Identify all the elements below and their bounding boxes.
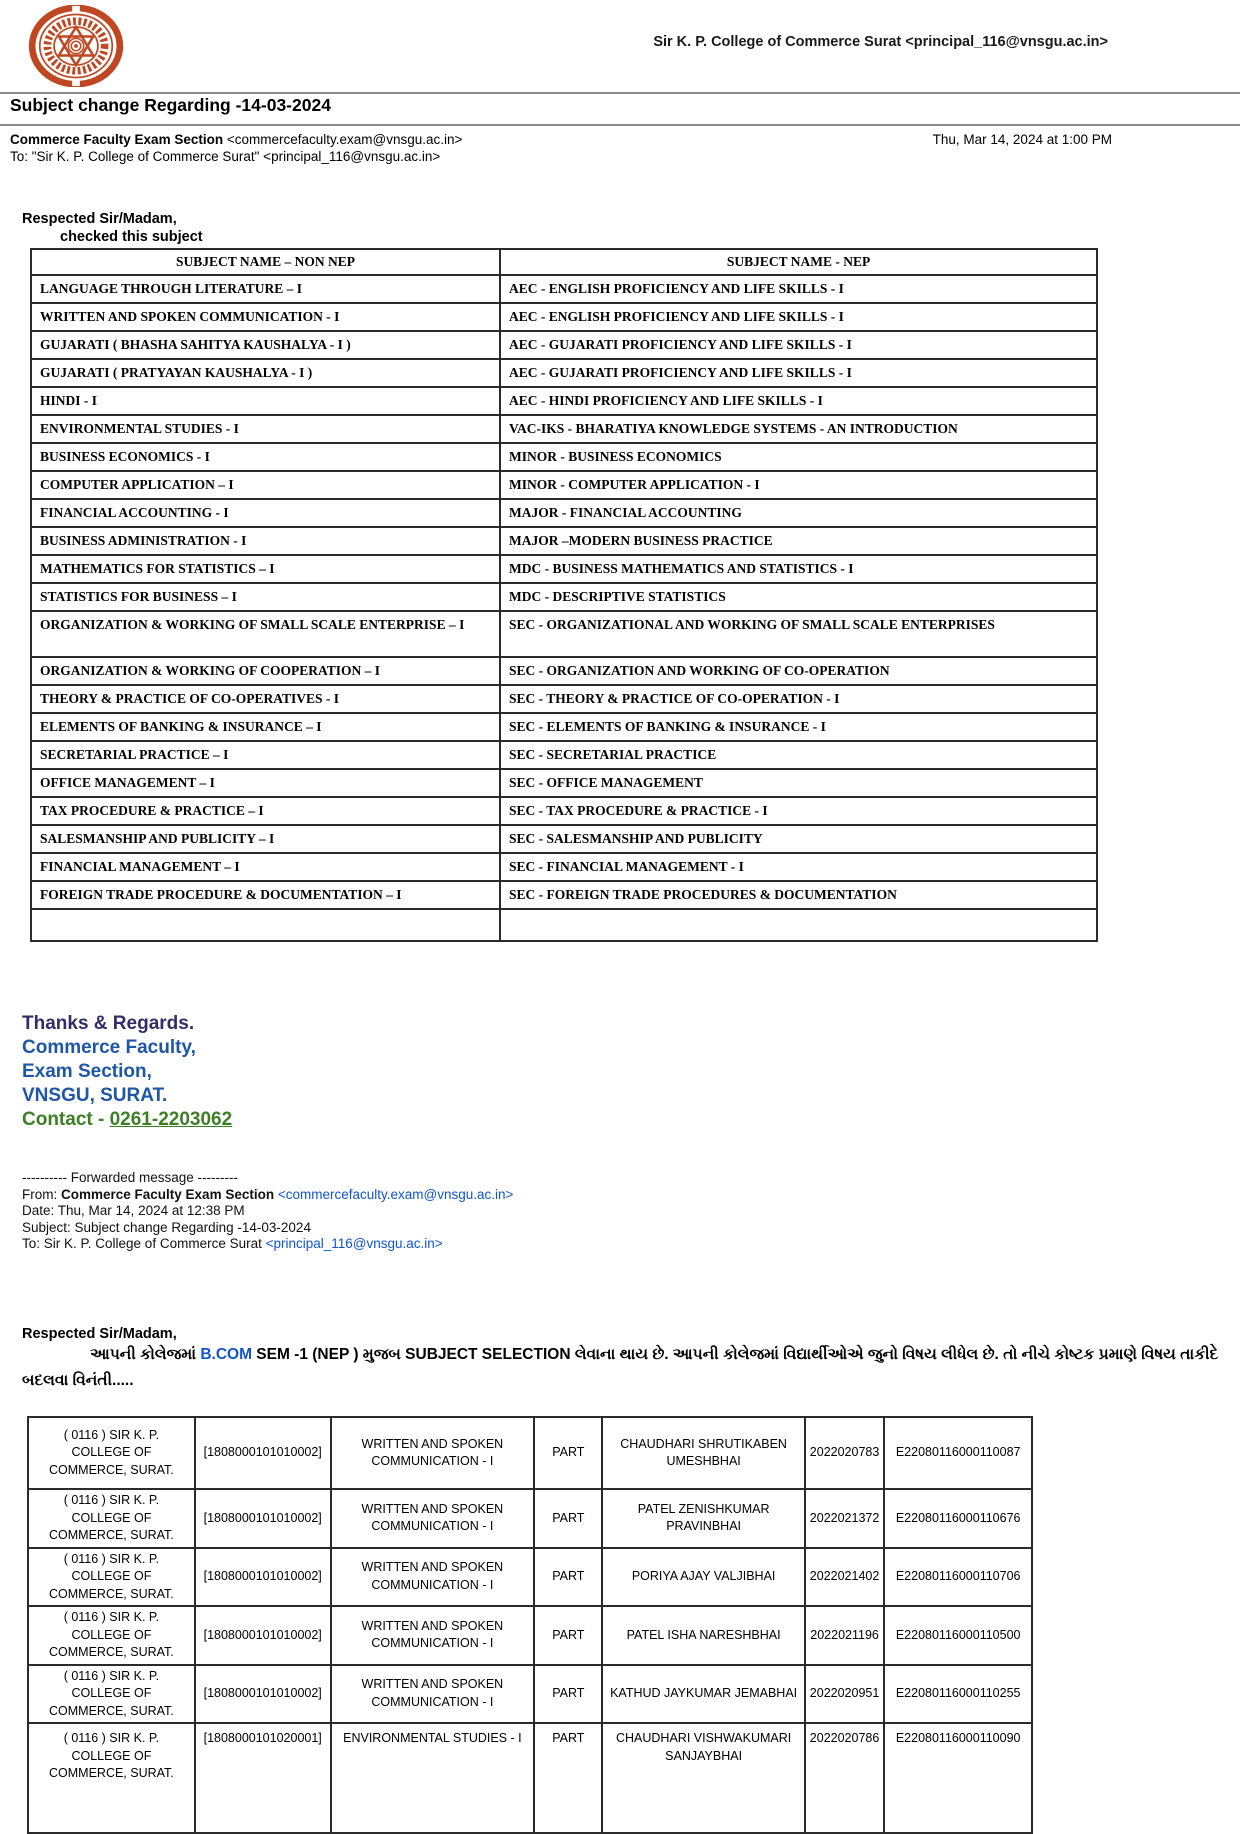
- subject-cell: MINOR - BUSINESS ECONOMICS: [500, 443, 1097, 471]
- greeting-2: Respected Sir/Madam,: [22, 1326, 177, 1342]
- phone-link[interactable]: 0261-2203062: [109, 1109, 233, 1130]
- student-cell: ( 0116 ) SIR K. P. COLLEGE OF COMMERCE, SURAT.: [28, 1489, 195, 1548]
- student-cell: CHAUDHARI VISHWAKUMARI SANJAYBHAI: [602, 1723, 804, 1833]
- subject-mapping-table: [30, 248, 1098, 942]
- student-cell: PART: [534, 1665, 602, 1724]
- subject-cell: VAC-IKS - BHARATIYA KNOWLEDGE SYSTEMS - AN INTRODUCTION: [500, 415, 1097, 443]
- subject-cell: MAJOR –MODERN BUSINESS PRACTICE: [500, 527, 1097, 555]
- subject-cell: SEC - SALESMANSHIP AND PUBLICITY: [500, 825, 1097, 853]
- forwarded-to-line: [22, 1236, 513, 1253]
- table-row: [28, 1606, 1032, 1665]
- table-row: [28, 1417, 1032, 1489]
- student-cell: ( 0116 ) SIR K. P. COLLEGE OF COMMERCE, SURAT.: [28, 1548, 195, 1607]
- subject-cell: SEC - SECRETARIAL PRACTICE: [500, 741, 1097, 769]
- student-cell: E22080116000110676: [884, 1489, 1032, 1548]
- student-cell: E22080116000110500: [884, 1606, 1032, 1665]
- table-row: [31, 611, 1097, 657]
- column-header-non-nep: SUBJECT NAME – NON NEP: [31, 249, 500, 275]
- forwarded-subject-label: Subject:: [22, 1219, 75, 1235]
- table-row: [31, 443, 1097, 471]
- subject-cell: WRITTEN AND SPOKEN COMMUNICATION - I: [31, 303, 500, 331]
- signature-line: Thanks & Regards.: [22, 1013, 195, 1034]
- subject-cell: BUSINESS ECONOMICS - I: [31, 443, 500, 471]
- student-cell: 2022020951: [805, 1665, 885, 1724]
- subject-cell: MDC - DESCRIPTIVE STATISTICS: [500, 583, 1097, 611]
- student-cell: E22080116000110090: [884, 1723, 1032, 1833]
- account-email-display: Sir K. P. College of Commerce Surat <principal_116@vnsgu.ac.in>: [653, 34, 1108, 50]
- subject-cell: AEC - HINDI PROFICIENCY AND LIFE SKILLS - I: [500, 387, 1097, 415]
- subject-cell: SECRETARIAL PRACTICE – I: [31, 741, 500, 769]
- email-subject-title: Subject change Regarding -14-03-2024: [10, 95, 331, 115]
- subject-cell: [31, 909, 500, 941]
- forwarded-from-line: [22, 1187, 513, 1204]
- student-cell: WRITTEN AND SPOKEN COMMUNICATION - I: [331, 1417, 535, 1489]
- student-cell: E22080116000110255: [884, 1665, 1032, 1724]
- table-row: [31, 555, 1097, 583]
- subject-cell: STATISTICS FOR BUSINESS – I: [31, 583, 500, 611]
- students-table-body: [28, 1417, 1032, 1833]
- gujarati-text: આપની કોલેજમાં: [90, 1346, 201, 1363]
- email-signature: [22, 1012, 232, 1132]
- students-table: [27, 1416, 1033, 1834]
- subject-cell: SEC - THEORY & PRACTICE OF CO-OPERATION - I: [500, 685, 1097, 713]
- subject-cell: AEC - ENGLISH PROFICIENCY AND LIFE SKILLS - I: [500, 275, 1097, 303]
- subject-cell: OFFICE MANAGEMENT – I: [31, 769, 500, 797]
- table-row: [28, 1489, 1032, 1548]
- gujarati-text: SEM -1 (NEP ) મુજબ SUBJECT SELECTION લેવાના થાય છે. આપની કોલેજમાં વિદ્યાર્થીઓએ જુનો વિષય લીધેલ છે. તો નીચે કોષ્ટક પ્રમાણે વિષય તાકીદે બદલવા વિનંતી.....: [22, 1346, 1219, 1389]
- table-row: [31, 825, 1097, 853]
- subject-cell: SEC - TAX PROCEDURE & PRACTICE - I: [500, 797, 1097, 825]
- table-row: [31, 909, 1097, 941]
- student-cell: KATHUD JAYKUMAR JEMABHAI: [602, 1665, 804, 1724]
- table-row: [31, 853, 1097, 881]
- subject-cell: SEC - FINANCIAL MANAGEMENT - I: [500, 853, 1097, 881]
- subject-cell: MAJOR - FINANCIAL ACCOUNTING: [500, 499, 1097, 527]
- table-row: [31, 275, 1097, 303]
- subject-cell: MATHEMATICS FOR STATISTICS – I: [31, 555, 500, 583]
- table-row: [31, 769, 1097, 797]
- student-cell: 2022021402: [805, 1548, 885, 1607]
- student-cell: [1808000101010002]: [195, 1489, 331, 1548]
- student-cell: [1808000101010002]: [195, 1665, 331, 1724]
- subject-cell: SEC - ELEMENTS OF BANKING & INSURANCE - I: [500, 713, 1097, 741]
- table-row: [31, 657, 1097, 685]
- gujarati-paragraph: [22, 1342, 1228, 1394]
- student-cell: [1808000101020001]: [195, 1723, 331, 1833]
- subject-cell: TAX PROCEDURE & PRACTICE – I: [31, 797, 500, 825]
- table-row: [28, 1723, 1032, 1833]
- table-row: [31, 741, 1097, 769]
- subject-cell: LANGUAGE THROUGH LITERATURE – I: [31, 275, 500, 303]
- table-row: [31, 881, 1097, 909]
- forwarded-from-email-link[interactable]: <commercefaculty.exam@vnsgu.ac.in>: [277, 1186, 514, 1202]
- student-cell: 2022021196: [805, 1606, 885, 1665]
- forwarded-date: Thu, Mar 14, 2024 at 12:38 PM: [57, 1203, 245, 1218]
- table-row: [31, 713, 1097, 741]
- column-header-nep: SUBJECT NAME - NEP: [500, 249, 1097, 275]
- student-cell: E22080116000110087: [884, 1417, 1032, 1489]
- student-cell: PART: [534, 1417, 602, 1489]
- table-row: [31, 359, 1097, 387]
- student-cell: WRITTEN AND SPOKEN COMMUNICATION - I: [331, 1665, 535, 1724]
- table-row: [31, 499, 1097, 527]
- subject-cell: FINANCIAL MANAGEMENT – I: [31, 853, 500, 881]
- subject-cell: AEC - ENGLISH PROFICIENCY AND LIFE SKILLS - I: [500, 303, 1097, 331]
- from-name: Commerce Faculty Exam Section: [10, 132, 224, 147]
- subject-cell: [500, 909, 1097, 941]
- student-cell: PART: [534, 1723, 602, 1833]
- student-cell: 2022020786: [805, 1723, 885, 1833]
- subject-cell: ORGANIZATION & WORKING OF SMALL SCALE ENTERPRISE – I: [31, 611, 500, 657]
- table-row: [31, 527, 1097, 555]
- student-cell: [1808000101010002]: [195, 1548, 331, 1607]
- subject-cell: ELEMENTS OF BANKING & INSURANCE – I: [31, 713, 500, 741]
- table-row: [31, 583, 1097, 611]
- subject-cell: THEORY & PRACTICE OF CO-OPERATIVES - I: [31, 685, 500, 713]
- subject-cell: AEC - GUJARATI PROFICIENCY AND LIFE SKILLS - I: [500, 331, 1097, 359]
- subject-cell: MINOR - COMPUTER APPLICATION - I: [500, 471, 1097, 499]
- forwarded-subject: Subject change Regarding -14-03-2024: [74, 1219, 311, 1235]
- student-cell: WRITTEN AND SPOKEN COMMUNICATION - I: [331, 1606, 535, 1665]
- contact-label: Contact -: [22, 1109, 110, 1130]
- forwarded-from-name: Commerce Faculty Exam Section: [61, 1186, 275, 1202]
- table-row: [28, 1548, 1032, 1607]
- subject-cell: MDC - BUSINESS MATHEMATICS AND STATISTICS - I: [500, 555, 1097, 583]
- greeting: Respected Sir/Madam,: [22, 211, 177, 227]
- student-cell: ( 0116 ) SIR K. P. COLLEGE OF COMMERCE, SURAT.: [28, 1723, 195, 1833]
- table-header-row: [31, 249, 1097, 275]
- table-row: [31, 797, 1097, 825]
- subject-cell: SEC - FOREIGN TRADE PROCEDURES & DOCUMENTATION: [500, 881, 1097, 909]
- subject-mapping-table-body: [31, 275, 1097, 941]
- divider: [0, 124, 1240, 126]
- forwarded-message-block: [22, 1170, 513, 1253]
- student-cell: PART: [534, 1606, 602, 1665]
- subject-cell: FINANCIAL ACCOUNTING - I: [31, 499, 500, 527]
- subject-cell: COMPUTER APPLICATION – I: [31, 471, 500, 499]
- student-cell: [1808000101010002]: [195, 1606, 331, 1665]
- signature-line: Exam Section,: [22, 1061, 152, 1082]
- subject-cell: SEC - ORGANIZATION AND WORKING OF CO-OPERATION: [500, 657, 1097, 685]
- student-cell: ENVIRONMENTAL STUDIES - I: [331, 1723, 535, 1833]
- student-cell: PATEL ISHA NARESHBHAI: [602, 1606, 804, 1665]
- forwarded-date-line: [22, 1203, 513, 1220]
- student-cell: PART: [534, 1489, 602, 1548]
- divider: [0, 92, 1240, 94]
- from-line: [10, 132, 462, 147]
- student-cell: PORIYA AJAY VALJIBHAI: [602, 1548, 804, 1607]
- student-cell: [1808000101010002]: [195, 1417, 331, 1489]
- forwarded-divider: ---------- Forwarded message ---------: [22, 1170, 238, 1185]
- subject-cell: ORGANIZATION & WORKING OF COOPERATION – I: [31, 657, 500, 685]
- subject-cell: GUJARATI ( PRATYAYAN KAUSHALYA - I ): [31, 359, 500, 387]
- student-cell: E22080116000110706: [884, 1548, 1032, 1607]
- student-cell: 2022021372: [805, 1489, 885, 1548]
- subject-cell: SEC - ORGANIZATIONAL AND WORKING OF SMALL SCALE ENTERPRISES: [500, 611, 1097, 657]
- subject-cell: AEC - GUJARATI PROFICIENCY AND LIFE SKILLS - I: [500, 359, 1097, 387]
- forwarded-from-label: From:: [22, 1186, 61, 1202]
- table-row: [31, 303, 1097, 331]
- subject-cell: ENVIRONMENTAL STUDIES - I: [31, 415, 500, 443]
- signature-line: VNSGU, SURAT.: [22, 1085, 168, 1106]
- college-logo-icon: [28, 5, 124, 87]
- student-cell: ( 0116 ) SIR K. P. COLLEGE OF COMMERCE, SURAT.: [28, 1417, 195, 1489]
- student-cell: WRITTEN AND SPOKEN COMMUNICATION - I: [331, 1489, 535, 1548]
- forwarded-to-email-link[interactable]: <principal_116@vnsgu.ac.in>: [265, 1236, 443, 1251]
- subject-cell: BUSINESS ADMINISTRATION - I: [31, 527, 500, 555]
- subject-cell: GUJARATI ( BHASHA SAHITYA KAUSHALYA - I ): [31, 331, 500, 359]
- student-cell: PATEL ZENISHKUMAR PRAVINBHAI: [602, 1489, 804, 1548]
- table-row: [31, 415, 1097, 443]
- student-cell: CHAUDHARI SHRUTIKABEN UMESHBHAI: [602, 1417, 804, 1489]
- student-cell: 2022020783: [805, 1417, 885, 1489]
- subject-cell: SEC - OFFICE MANAGEMENT: [500, 769, 1097, 797]
- subject-cell: HINDI - I: [31, 387, 500, 415]
- forwarded-subject-line: [22, 1220, 513, 1237]
- table-row: [31, 331, 1097, 359]
- forwarded-to-label: To: Sir K. P. College of Commerce Surat: [22, 1236, 266, 1251]
- signature-line: Commerce Faculty,: [22, 1037, 196, 1058]
- subject-cell: SALESMANSHIP AND PUBLICITY – I: [31, 825, 500, 853]
- student-cell: WRITTEN AND SPOKEN COMMUNICATION - I: [331, 1548, 535, 1607]
- subject-cell: FOREIGN TRADE PROCEDURE & DOCUMENTATION – I: [31, 881, 500, 909]
- student-cell: ( 0116 ) SIR K. P. COLLEGE OF COMMERCE, SURAT.: [28, 1606, 195, 1665]
- student-cell: ( 0116 ) SIR K. P. COLLEGE OF COMMERCE, SURAT.: [28, 1665, 195, 1724]
- to-line: To: "Sir K. P. College of Commerce Surat" <principal_116@vnsgu.ac.in>: [10, 149, 441, 164]
- table-row: [31, 387, 1097, 415]
- student-cell: PART: [534, 1548, 602, 1607]
- table-row: [31, 685, 1097, 713]
- greeting-sub: checked this subject: [60, 229, 203, 245]
- forwarded-date-label: Date:: [22, 1203, 58, 1218]
- table-row: [28, 1665, 1032, 1724]
- table-row: [31, 471, 1097, 499]
- bcom-link[interactable]: B.COM: [200, 1346, 252, 1363]
- from-email: <commercefaculty.exam@vnsgu.ac.in>: [226, 132, 463, 147]
- email-timestamp: Thu, Mar 14, 2024 at 1:00 PM: [932, 132, 1112, 147]
